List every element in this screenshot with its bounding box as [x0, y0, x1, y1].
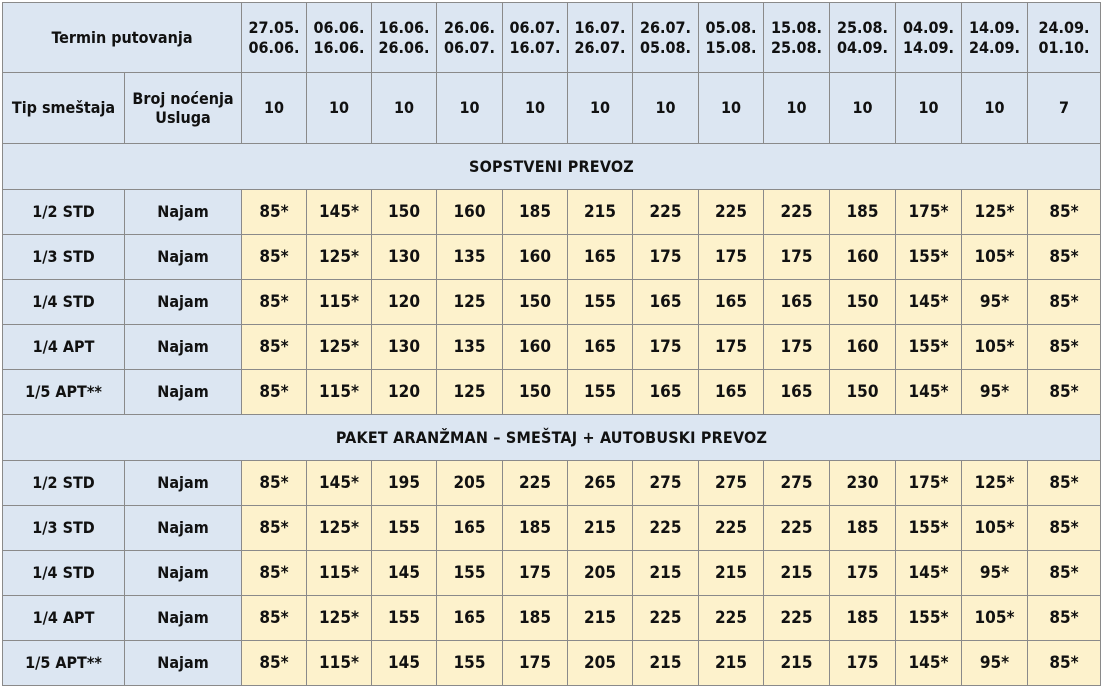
price-cell: 145* [307, 190, 372, 235]
table-row [3, 235, 1101, 280]
room-type-cell: 1/5 APT** [3, 370, 125, 415]
price-cell: 85* [1028, 641, 1101, 686]
price-cell: 175 [503, 551, 568, 596]
room-type-cell: 1/2 STD [3, 190, 125, 235]
price-cell: 85* [1028, 280, 1101, 325]
price-cell: 125* [307, 325, 372, 370]
price-cell: 160 [830, 325, 896, 370]
price-cell: 185 [830, 190, 896, 235]
period-header [1028, 3, 1101, 73]
price-cell: 175 [830, 551, 896, 596]
price-cell: 275 [764, 461, 830, 506]
price-cell: 165 [633, 370, 699, 415]
price-cell: 155 [437, 641, 503, 686]
price-cell: 125 [437, 280, 503, 325]
period-to: 25.08. [771, 37, 822, 57]
period-from: 06.06. [313, 18, 365, 38]
price-cell: 165 [764, 280, 830, 325]
price-cell: 185 [503, 506, 568, 551]
price-cell: 120 [372, 280, 437, 325]
price-cell: 95* [962, 370, 1028, 415]
section-header-row [3, 144, 1101, 190]
price-cell: 215 [568, 596, 633, 641]
price-table [2, 2, 1101, 686]
price-cell: 150 [830, 280, 896, 325]
price-cell: 225 [633, 190, 699, 235]
price-cell: 85* [242, 551, 307, 596]
room-type-cell: 1/4 APT [3, 325, 125, 370]
nights-cell: 7 [1028, 73, 1101, 144]
table-row [3, 596, 1101, 641]
price-cell: 215 [764, 641, 830, 686]
period-header [962, 3, 1028, 73]
service-cell: Najam [125, 235, 242, 280]
price-cell: 175 [633, 235, 699, 280]
price-cell: 160 [503, 235, 568, 280]
price-cell: 155* [896, 506, 962, 551]
price-cell: 225 [764, 506, 830, 551]
period-from: 26.07. [640, 18, 691, 38]
period-from: 24.09. [1038, 18, 1090, 38]
price-cell: 215 [568, 190, 633, 235]
price-cell: 85* [242, 596, 307, 641]
period-from: 25.08. [837, 18, 888, 38]
price-cell: 175 [830, 641, 896, 686]
price-cell: 185 [830, 506, 896, 551]
price-cell: 185 [503, 596, 568, 641]
price-cell: 165 [764, 370, 830, 415]
price-cell: 165 [437, 506, 503, 551]
price-cell: 225 [699, 596, 764, 641]
price-cell: 230 [830, 461, 896, 506]
table-row [3, 325, 1101, 370]
price-cell: 195 [372, 461, 437, 506]
period-header [307, 3, 372, 73]
period-from: 04.09. [903, 18, 954, 38]
nights-cell: 10 [896, 73, 962, 144]
room-type-cell: 1/4 STD [3, 280, 125, 325]
price-cell: 85* [1028, 596, 1101, 641]
price-cell: 125* [307, 235, 372, 280]
room-type-cell: 1/4 APT [3, 596, 125, 641]
price-cell: 155* [896, 325, 962, 370]
period-from: 14.09. [969, 18, 1020, 38]
price-cell: 275 [699, 461, 764, 506]
price-cell: 105* [962, 596, 1028, 641]
price-cell: 175 [633, 325, 699, 370]
price-cell: 125 [437, 370, 503, 415]
section-header-row [3, 415, 1101, 461]
price-cell: 85* [1028, 190, 1101, 235]
period-header [699, 3, 764, 73]
usluga-label: Usluga [155, 108, 211, 127]
table-row [3, 551, 1101, 596]
price-cell: 85* [242, 370, 307, 415]
nights-cell: 10 [962, 73, 1028, 144]
price-cell: 175 [699, 235, 764, 280]
price-cell: 155* [896, 596, 962, 641]
price-cell: 95* [962, 280, 1028, 325]
tip-header: Tip smeštaja [3, 73, 125, 144]
period-to: 26.06. [378, 37, 430, 57]
period-header [568, 3, 633, 73]
service-cell: Najam [125, 641, 242, 686]
period-from: 27.05. [248, 18, 300, 38]
price-cell: 215 [633, 641, 699, 686]
price-cell: 225 [764, 190, 830, 235]
header-nights-row [3, 73, 1101, 144]
period-from: 26.06. [444, 18, 495, 38]
price-cell: 85* [242, 641, 307, 686]
price-cell: 175* [896, 461, 962, 506]
price-cell: 130 [372, 325, 437, 370]
price-cell: 225 [633, 596, 699, 641]
service-cell: Najam [125, 596, 242, 641]
price-cell: 125* [307, 596, 372, 641]
period-to: 06.06. [248, 37, 300, 57]
price-cell: 125* [962, 190, 1028, 235]
period-header [896, 3, 962, 73]
price-cell: 155 [372, 506, 437, 551]
period-to: 26.07. [574, 37, 626, 57]
price-cell: 125* [962, 461, 1028, 506]
table-row [3, 641, 1101, 686]
period-to: 06.07. [444, 37, 495, 57]
price-cell: 225 [699, 506, 764, 551]
price-cell: 125* [307, 506, 372, 551]
price-cell: 120 [372, 370, 437, 415]
table-row [3, 461, 1101, 506]
price-cell: 115* [307, 280, 372, 325]
nights-cell: 10 [307, 73, 372, 144]
price-cell: 225 [503, 461, 568, 506]
table-row [3, 190, 1101, 235]
period-from: 06.07. [509, 18, 561, 38]
price-cell: 130 [372, 235, 437, 280]
price-cell: 85* [1028, 235, 1101, 280]
period-to: 15.08. [705, 37, 757, 57]
period-header [372, 3, 437, 73]
price-cell: 160 [830, 235, 896, 280]
price-cell: 215 [568, 506, 633, 551]
broj-usluga-header [125, 73, 242, 144]
price-cell: 165 [633, 280, 699, 325]
period-from: 05.08. [705, 18, 757, 38]
service-cell: Najam [125, 280, 242, 325]
price-cell: 105* [962, 235, 1028, 280]
price-cell: 165 [699, 370, 764, 415]
price-cell: 115* [307, 551, 372, 596]
price-cell: 225 [633, 506, 699, 551]
period-from: 16.07. [574, 18, 626, 38]
price-cell: 105* [962, 325, 1028, 370]
service-cell: Najam [125, 370, 242, 415]
price-cell: 150 [503, 370, 568, 415]
price-cell: 175* [896, 190, 962, 235]
nights-cell: 10 [437, 73, 503, 144]
broj-label: Broj noćenja [132, 88, 234, 108]
price-cell: 115* [307, 641, 372, 686]
price-cell: 225 [764, 596, 830, 641]
period-to: 04.09. [837, 37, 888, 57]
service-cell: Najam [125, 190, 242, 235]
section-title: PAKET ARANŽMAN – SMEŠTAJ + AUTOBUSKI PREVOZ [3, 415, 1101, 461]
price-cell: 145 [372, 641, 437, 686]
price-cell: 215 [699, 641, 764, 686]
price-cell: 165 [568, 325, 633, 370]
price-cell: 105* [962, 506, 1028, 551]
price-cell: 135 [437, 325, 503, 370]
price-cell: 215 [699, 551, 764, 596]
price-cell: 155* [896, 235, 962, 280]
period-to: 16.07. [509, 37, 561, 57]
nights-cell: 10 [830, 73, 896, 144]
header-dates-row [3, 3, 1101, 73]
price-cell: 215 [633, 551, 699, 596]
period-header [633, 3, 699, 73]
price-cell: 175 [764, 325, 830, 370]
price-table-body [3, 3, 1101, 686]
section-title: SOPSTVENI PREVOZ [3, 144, 1101, 190]
price-cell: 145* [896, 280, 962, 325]
service-cell: Najam [125, 325, 242, 370]
period-from: 16.06. [378, 18, 430, 38]
price-cell: 165 [699, 280, 764, 325]
price-cell: 85* [1028, 325, 1101, 370]
price-cell: 160 [437, 190, 503, 235]
price-cell: 85* [242, 506, 307, 551]
price-cell: 175 [503, 641, 568, 686]
nights-cell: 10 [633, 73, 699, 144]
termin-header: Termin putovanja [3, 3, 242, 73]
price-cell: 155 [568, 370, 633, 415]
nights-cell: 10 [699, 73, 764, 144]
price-cell: 145 [372, 551, 437, 596]
price-cell: 85* [1028, 506, 1101, 551]
period-header [830, 3, 896, 73]
price-cell: 265 [568, 461, 633, 506]
price-cell: 205 [437, 461, 503, 506]
service-cell: Najam [125, 506, 242, 551]
price-cell: 95* [962, 641, 1028, 686]
table-row [3, 370, 1101, 415]
price-cell: 85* [1028, 551, 1101, 596]
period-header [503, 3, 568, 73]
period-to: 05.08. [640, 37, 691, 57]
room-type-cell: 1/3 STD [3, 235, 125, 280]
price-cell: 215 [764, 551, 830, 596]
price-cell: 145* [896, 370, 962, 415]
nights-cell: 10 [242, 73, 307, 144]
price-cell: 185 [830, 596, 896, 641]
price-cell: 225 [699, 190, 764, 235]
period-to: 14.09. [903, 37, 954, 57]
period-to: 24.09. [969, 37, 1020, 57]
price-cell: 85* [242, 235, 307, 280]
table-row [3, 280, 1101, 325]
price-cell: 135 [437, 235, 503, 280]
nights-cell: 10 [372, 73, 437, 144]
room-type-cell: 1/3 STD [3, 506, 125, 551]
period-header [764, 3, 830, 73]
price-cell: 205 [568, 551, 633, 596]
price-cell: 115* [307, 370, 372, 415]
price-cell: 175 [699, 325, 764, 370]
price-cell: 85* [242, 190, 307, 235]
period-from: 15.08. [771, 18, 822, 38]
period-to: 01.10. [1038, 37, 1090, 57]
price-cell: 185 [503, 190, 568, 235]
price-cell: 150 [503, 280, 568, 325]
period-header [242, 3, 307, 73]
price-cell: 155 [372, 596, 437, 641]
price-cell: 150 [830, 370, 896, 415]
room-type-cell: 1/4 STD [3, 551, 125, 596]
period-header [437, 3, 503, 73]
price-cell: 85* [1028, 461, 1101, 506]
service-cell: Najam [125, 551, 242, 596]
period-to: 16.06. [313, 37, 365, 57]
service-cell: Najam [125, 461, 242, 506]
price-cell: 155 [568, 280, 633, 325]
price-cell: 85* [242, 325, 307, 370]
price-cell: 145* [896, 551, 962, 596]
nights-cell: 10 [568, 73, 633, 144]
price-cell: 155 [437, 551, 503, 596]
nights-cell: 10 [764, 73, 830, 144]
price-cell: 145* [896, 641, 962, 686]
price-cell: 165 [437, 596, 503, 641]
price-cell: 85* [242, 461, 307, 506]
table-row [3, 506, 1101, 551]
price-cell: 205 [568, 641, 633, 686]
price-cell: 85* [242, 280, 307, 325]
nights-cell: 10 [503, 73, 568, 144]
room-type-cell: 1/2 STD [3, 461, 125, 506]
price-cell: 85* [1028, 370, 1101, 415]
price-cell: 95* [962, 551, 1028, 596]
room-type-cell: 1/5 APT** [3, 641, 125, 686]
price-cell: 165 [568, 235, 633, 280]
price-cell: 160 [503, 325, 568, 370]
price-cell: 150 [372, 190, 437, 235]
price-cell: 145* [307, 461, 372, 506]
price-cell: 275 [633, 461, 699, 506]
price-cell: 175 [764, 235, 830, 280]
